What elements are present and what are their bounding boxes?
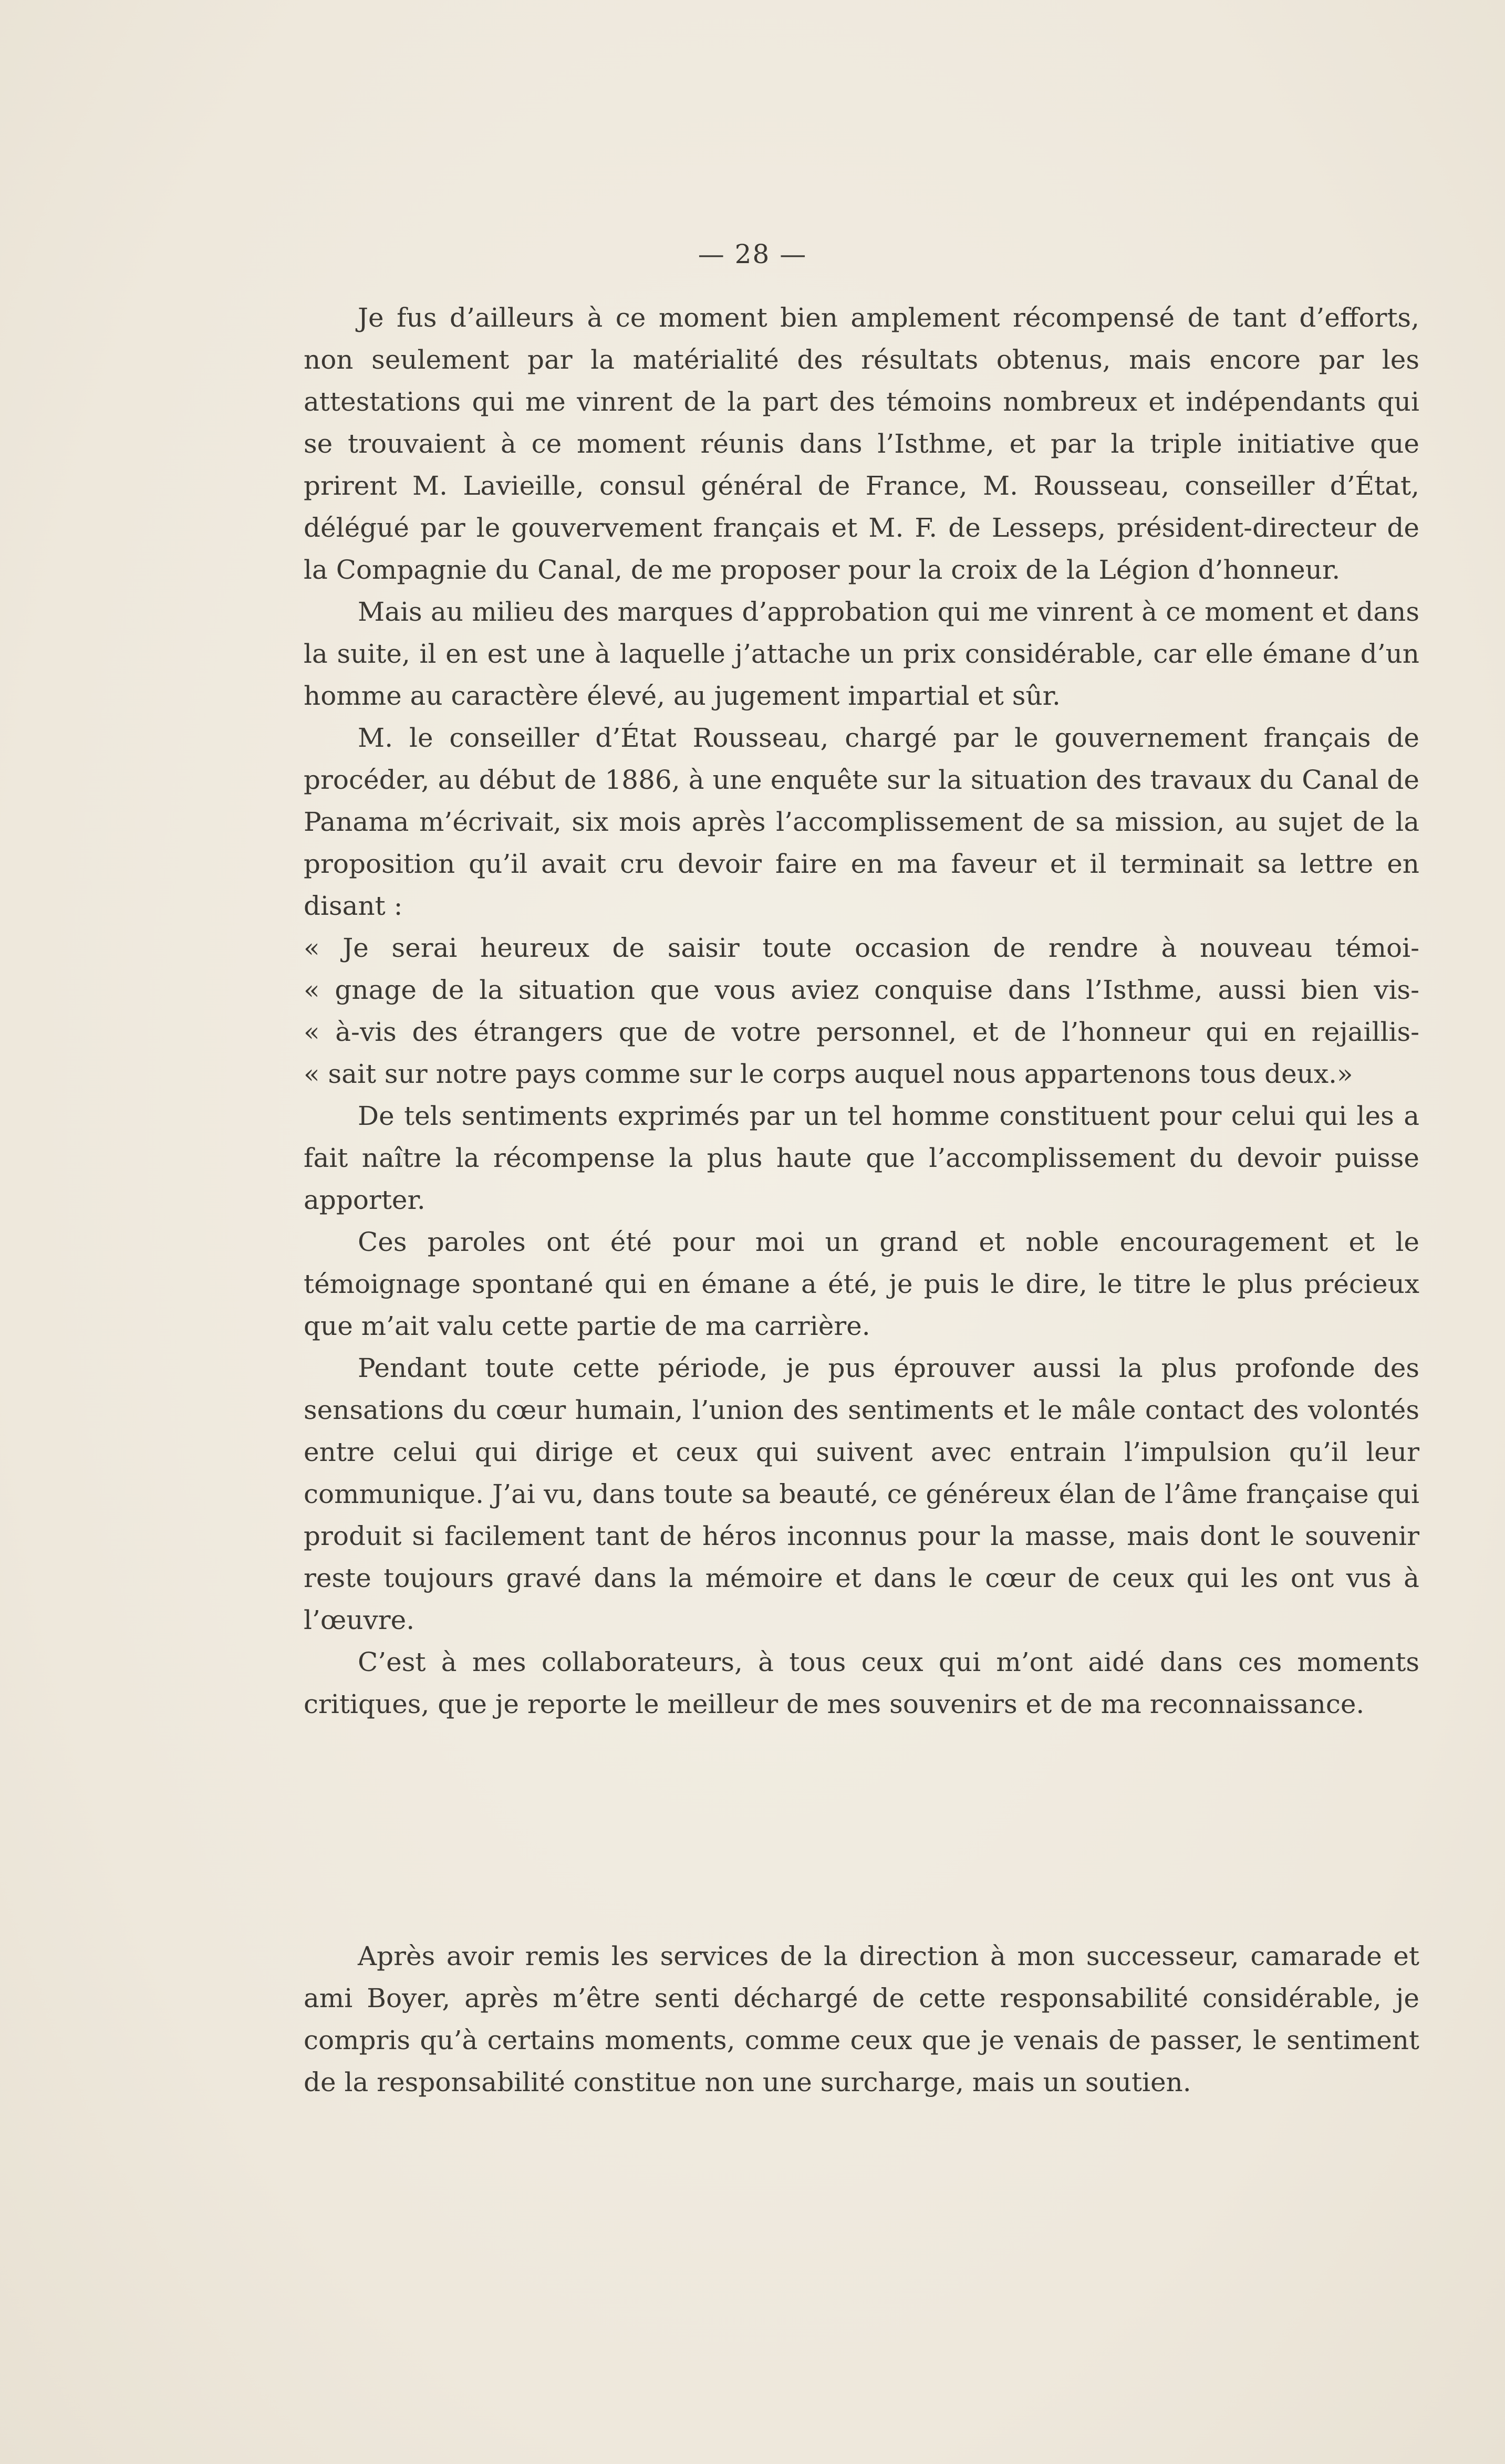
paragraph-recompense: Je fus d’ailleurs à ce moment bien amplement récompensé de tant d’efforts, non seulement par la matérialité des résultats obtenus, mais encore par les attestations qui me vinrent de la part des témoins nombreux et indépendants qui se trouvaient à ce moment réunis dans l’Isthme, et par la triple initiative que prirent M. Lavieille, consul général de France, M. Rousseau, conseiller d’État, délégué par le gouvervement français et M. F. de Lesseps, président-directeur de la Compagnie du Canal, de me proposer pour la croix de la Légion d’honneur. xyxy=(304,302,1419,585)
paragraph-successeur: Après avoir remis les services de la direction à mon successeur, camarade et ami Boyer, après m’être senti déchargé de cette responsabilité considérable, je compris qu’à certains moments, comme ceux que je venais de passer, le sentiment de la responsabilité constitue non une surcharge, mais un soutien. xyxy=(304,1941,1419,2097)
paragraph-sentiments: De tels sentiments exprimés par un tel homme constituent pour celui qui les a fait naître la récompense la plus haute que l’accomplissement du devoir puisse apporter. xyxy=(304,1101,1419,1215)
quote-line: « Je serai heureux de saisir toute occasion de rendre à nouveau témoi- xyxy=(304,933,1419,963)
quoted-letter xyxy=(304,927,1419,1095)
closing-text-section xyxy=(304,1935,1419,2103)
quote-line: « à-vis des étrangers que de votre personnel, et de l’honneur qui en rejaillis- xyxy=(304,1017,1419,1047)
paragraph-paroles: Ces paroles ont été pour moi un grand et noble encouragement et le témoignage spontané qui en émane a été, je puis le dire, le titre le plus précieux que m’ait valu cette partie de ma carrière. xyxy=(304,1227,1419,1341)
paragraph-rousseau: M. le conseiller d’État Rousseau, chargé par le gouvernement français de procéder, au début de 1886, à une enquête sur la situation des travaux du Canal de Panama m’écrivait, six mois après l’accomplissement de sa mission, au sujet de la proposition qu’il avait cru devoir faire en ma faveur et il terminait sa lettre en disant : xyxy=(304,723,1419,921)
quote-line: « sait sur notre pays comme sur le corps auquel nous appartenons tous deux.» xyxy=(304,1059,1353,1089)
quote-line: « gnage de la situation que vous aviez conquise dans l’Isthme, aussi bien vis- xyxy=(304,975,1419,1005)
paragraph-periode: Pendant toute cette période, je pus éprouver aussi la plus profonde des sensations du cœur humain, l’union des sentiments et le mâle contact des volontés entre celui qui dirige et ceux qui suivent avec entrain l’impulsion qu’il leur communique. J’ai vu, dans toute sa beauté, ce généreux élan de l’âme française qui produit si facilement tant de héros inconnus pour la masse, mais dont le souvenir reste toujours gravé dans la mémoire et dans le cœur de ceux qui les ont vus à l’œuvre. xyxy=(304,1353,1419,1635)
paragraph-approbation: Mais au milieu des marques d’approbation qui me vinrent à ce moment et dans la suite, il en est une à laquelle j’attache un prix considérable, car elle émane d’un homme au caractère élevé, au jugement impartial et sûr. xyxy=(304,597,1419,711)
main-text-section xyxy=(304,297,1419,1725)
page-number: — 28 — xyxy=(698,239,807,269)
paragraph-collaborateurs: C’est à mes collaborateurs, à tous ceux qui m’ont aidé dans ces moments critiques, que je reporte le meilleur de mes souvenirs et de ma reconnaissance. xyxy=(304,1647,1419,1719)
